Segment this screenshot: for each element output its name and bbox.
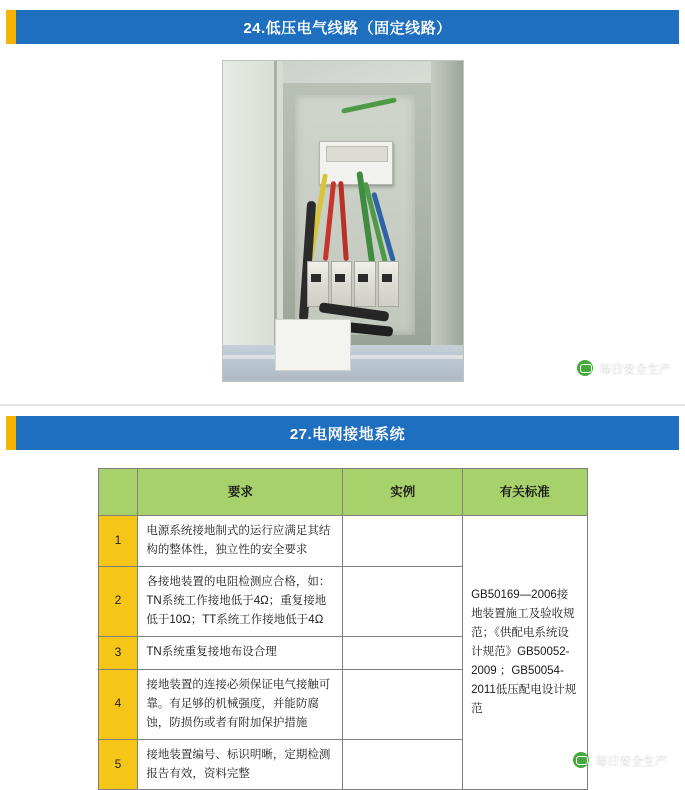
- section-grounding-system: [0, 416, 685, 790]
- row-requirement: 接地装置编号、标识明晰，定期检测报告有效，资料完整: [138, 739, 343, 790]
- white-equipment-box: [275, 319, 351, 371]
- column-header-index: [98, 469, 138, 516]
- section-low-voltage-circuit: [0, 10, 685, 390]
- terminal-block: [319, 141, 393, 185]
- circuit-breaker: [354, 261, 376, 307]
- cabinet-door: [223, 61, 283, 381]
- circuit-breaker: [307, 261, 329, 307]
- circuit-breaker: [378, 261, 400, 307]
- row-example: [343, 636, 463, 669]
- watermark-table: [573, 751, 667, 768]
- row-index: 5: [98, 739, 138, 790]
- column-header-requirement: 要求: [138, 469, 343, 516]
- row-index: 1: [98, 516, 138, 567]
- section-header-bar-1: [6, 10, 679, 44]
- row-example: [343, 566, 463, 636]
- photo-block: [0, 60, 685, 390]
- circuit-breaker: [331, 261, 353, 307]
- column-header-example: 实例: [343, 469, 463, 516]
- wechat-logo-icon: [577, 360, 593, 376]
- row-index: 3: [98, 636, 138, 669]
- document-page: [0, 10, 685, 789]
- row-index: 4: [98, 669, 138, 739]
- header-accent-stripe: [6, 416, 16, 450]
- header-accent-stripe: [6, 10, 16, 44]
- table-row: [98, 516, 587, 567]
- row-index: 2: [98, 566, 138, 636]
- section-title-2: 27.电网接地系统: [289, 425, 406, 443]
- requirements-table-wrap: [0, 468, 685, 790]
- row-requirement: 电源系统接地制式的运行应满足其结构的整体性，独立性的安全要求: [138, 516, 343, 567]
- row-example: [343, 669, 463, 739]
- wechat-logo-icon: [573, 752, 589, 768]
- section-header-bar-2: [6, 416, 679, 450]
- table-header-row: [98, 469, 587, 516]
- row-standard-merged: GB50169—2006接地装置施工及验收规范；《供配电系统设计规范》GB50052-2009 ；GB50054-2011低压配电设计规范: [463, 516, 587, 790]
- row-example: [343, 516, 463, 567]
- row-requirement: TN系统重复接地布设合理: [138, 636, 343, 669]
- watermark-text: 每日安全生产: [594, 753, 667, 768]
- circuit-breaker-row: [307, 261, 399, 307]
- section-title-1: 24.低压电气线路（固定线路）: [243, 19, 452, 37]
- row-example: [343, 739, 463, 790]
- row-requirement: 接地装置的连接必须保证电气接触可靠。有足够的机械强度，并能防腐蚀，防损伤或者有附加保护措施: [138, 669, 343, 739]
- electrical-cabinet-photo: [222, 60, 464, 382]
- requirements-table: [98, 468, 588, 790]
- section-divider: [0, 404, 685, 406]
- cabinet-right-edge: [431, 61, 463, 381]
- column-header-standard: 有关标准: [463, 469, 587, 516]
- row-requirement: 各接地装置的电阻检测应合格，如：TN系统工作接地低于4Ω；重复接地低于10Ω；TT系统工作接地低于4Ω: [138, 566, 343, 636]
- watermark-photo: [577, 359, 671, 376]
- watermark-text: 每日安全生产: [598, 361, 671, 375]
